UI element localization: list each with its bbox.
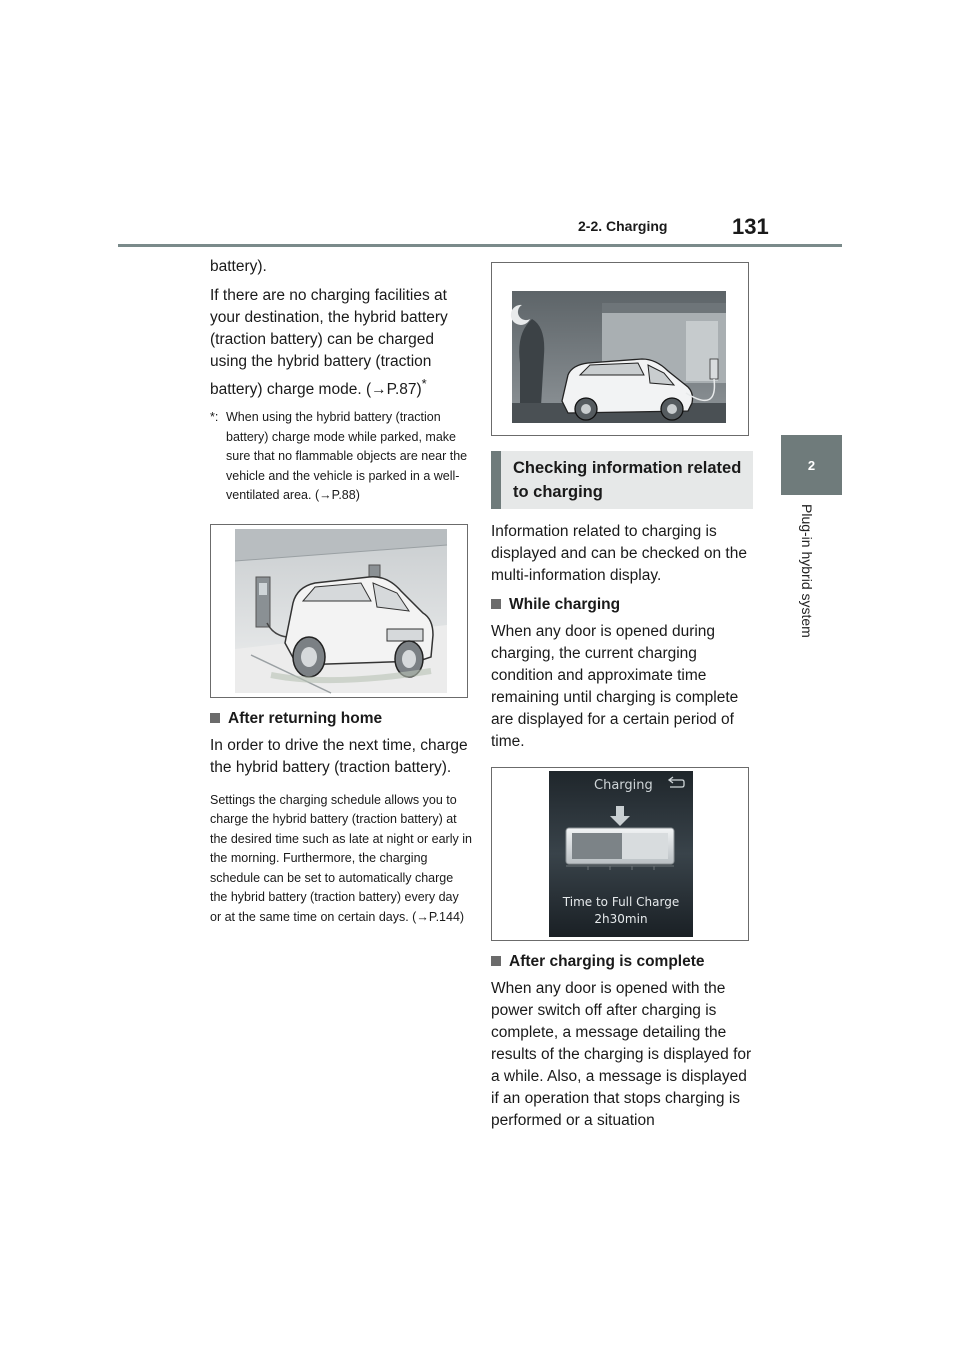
battery-icon [566, 828, 674, 870]
bullet-square-icon [491, 956, 501, 966]
bullet-square-icon [491, 599, 501, 609]
destination-paragraph: If there are no charging facilities at your destination, the hybrid battery (traction battery) can be charged using the hybrid battery (traction battery) charge mode. (→P.87)* [210, 287, 448, 399]
charging-display-screen [492, 768, 748, 940]
continued-text: battery). [210, 258, 267, 275]
after-returning-paragraph: In order to drive the next time, charge the hybrid battery (traction battery). [210, 736, 468, 776]
footnote-text: When using the hybrid battery (traction battery) charge mode while parked, make sure that no flammable objects are near the vehicle and the vehicle is parked in a well-ventilated area. (→P.88) [226, 410, 468, 503]
subheading-while-charging: While charging [491, 594, 753, 616]
page-number: 131 [732, 214, 769, 239]
time-to-full-label: Time to Full Charge [562, 895, 680, 909]
display-title: Charging [594, 778, 653, 793]
night-charging-illustration [491, 262, 749, 436]
garage-car-image [211, 525, 467, 697]
subheading-after-charging-complete: After charging is complete [491, 951, 753, 973]
garage-charging-illustration [210, 524, 468, 698]
section-title-checking-info: Checking information related to charging [491, 451, 753, 509]
checking-info-paragraph: Information related to charging is displayed and can be checked on the multi-information display. [491, 523, 747, 584]
chapter-number: 2 [807, 457, 816, 473]
bullet-square-icon [210, 713, 220, 723]
footnote [210, 408, 472, 506]
multi-information-display-figure [491, 767, 749, 941]
right-column [491, 262, 753, 1139]
footnote-ref: * [421, 376, 427, 391]
after-charging-paragraph: When any door is opened with the power switch off after charging is complete, a message detailing the results of the charging is displayed for a while. Also, a message is displayed if an operation that stops charging is performed or a situation [491, 980, 752, 1129]
left-column [210, 256, 472, 933]
subheading-after-returning-home: After returning home [210, 708, 472, 730]
night-car-image [492, 263, 748, 435]
charging-schedule-note: Settings the charging schedule allows you to charge the hybrid battery (traction battery) at the desired time such as late at night or early in the morning. Furthermore, the charging schedule can be set to automatically charge the hybrid battery (traction battery) every day or at the same time on certain days. (→P.144) [210, 792, 472, 924]
header-rule [118, 244, 842, 247]
footnote-mark: *: [210, 410, 219, 425]
chapter-label: Plug-in hybrid system [799, 504, 815, 638]
chapter-tab [781, 435, 842, 495]
header-section-title: 2-2. Charging [578, 218, 668, 234]
time-to-full-value: 2h30min [594, 912, 648, 926]
while-charging-paragraph: When any door is opened during charging, the current charging condition and approximate time remaining until charging is complete are displayed for a certain period of time. [491, 623, 739, 750]
